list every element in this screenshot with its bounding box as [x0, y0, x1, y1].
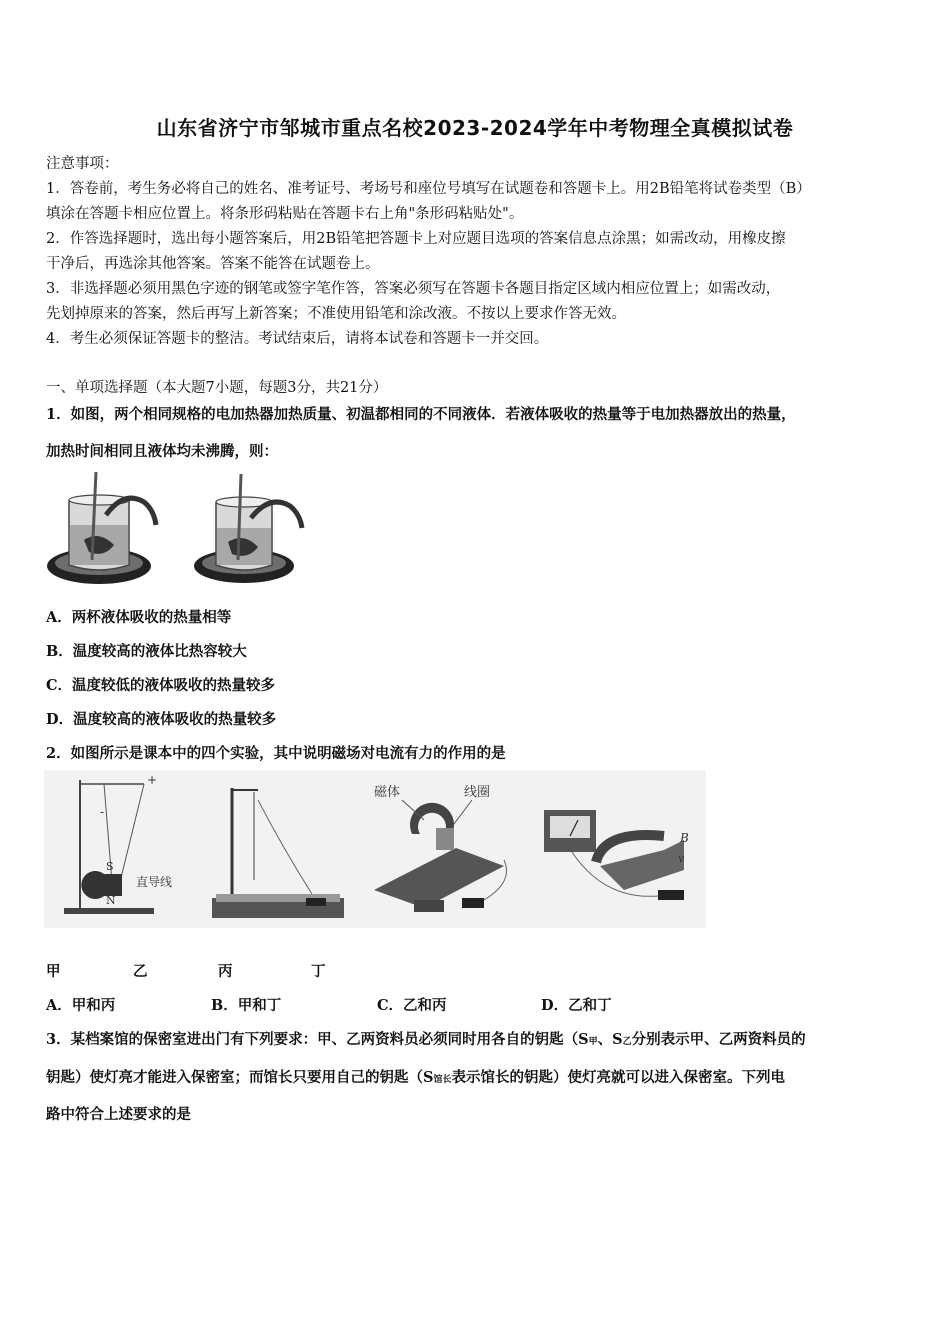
q1-option-b: B．温度较高的液体比热容较大	[46, 643, 247, 660]
notice-line: 干净后，再选涂其他答案。答案不能答在试题卷上。	[46, 256, 380, 272]
wire-label: 直导线	[136, 875, 173, 889]
beakers-figure	[44, 470, 306, 590]
q3-sub-jia: 甲	[588, 1037, 598, 1047]
magnet-label: 磁体	[374, 785, 401, 800]
q3-text: 钥匙）使灯亮才能进入保密室；而馆长只要用自己的钥匙（S	[46, 1069, 434, 1086]
pole-s-label: S	[106, 860, 114, 873]
fig-label-yi: 乙	[133, 963, 148, 980]
velocity-v-label: v	[678, 852, 685, 865]
q3-sub-yi: 乙	[622, 1037, 632, 1047]
section-heading: 一、单项选择题（本大题7小题，每题3分，共21分）	[46, 380, 388, 396]
q2-option-d: D．乙和丁	[541, 997, 612, 1014]
field-b-label: B	[680, 831, 689, 845]
fig-label-jia: 甲	[46, 963, 61, 980]
question-3-stem-cont	[46, 1066, 785, 1087]
q1-option-c: C．温度较低的液体吸收的热量较多	[46, 677, 276, 694]
q2-option-b: B．甲和丁	[211, 997, 282, 1014]
notice-line: 2．作答选择题时，选出每小题答案后，用2B铅笔把答题卡上对应题目选项的答案信息点涂黑；如需改动，用橡皮擦	[46, 231, 786, 247]
notice-heading: 注意事项：	[46, 156, 119, 172]
minus-label: -	[100, 805, 105, 819]
four-experiments-figure	[44, 770, 706, 928]
q3-text: 表示馆长的钥匙）使灯亮就可以进入保密室。下列电	[451, 1069, 785, 1086]
question-3-stem-end: 路中符合上述要求的是	[46, 1106, 191, 1123]
q2-option-a: A．甲和丙	[46, 997, 116, 1014]
notice-line: 1．答卷前，考生务必将自己的姓名、准考证号、考场号和座位号填写在试题卷和答题卡上。用2B铅笔将试卷类型（B）	[46, 181, 811, 197]
pole-n-label: N	[106, 894, 116, 907]
q1-option-d: D．温度较高的液体吸收的热量较多	[46, 711, 277, 728]
exam-title: 山东省济宁市邹城市重点名校2023-2024学年中考物理全真模拟试卷	[156, 116, 794, 140]
fig-label-bing: 丙	[218, 963, 233, 980]
q3-text: 3．某档案馆的保密室进出门有下列要求：甲、乙两资料员必须同时用各自的钥匙（S	[46, 1031, 589, 1048]
notice-line: 4．考生必须保证答题卡的整洁。考试结束后，请将本试卷和答题卡一并交回。	[46, 331, 549, 347]
notice-line: 填涂在答题卡相应位置上。将条形码粘贴在答题卡右上角"条形码粘贴处"。	[46, 206, 524, 222]
q2-option-c: C．乙和丙	[377, 997, 447, 1014]
plus-label: +	[147, 773, 158, 787]
q3-text: 、S	[597, 1031, 623, 1048]
q3-text: 分别表示甲、乙两资料员的	[631, 1031, 806, 1048]
question-3-stem	[46, 1028, 806, 1049]
coil-label: 线圈	[464, 785, 491, 800]
question-1-stem-cont: 加热时间相同且液体均未沸腾，则：	[46, 443, 278, 460]
fig-label-ding: 丁	[311, 963, 326, 980]
q1-option-a: A．两杯液体吸收的热量相等	[46, 609, 232, 626]
notice-line: 3．非选择题必须用黑色字迹的钢笔或签字笔作答，答案必须写在答题卡各题目指定区域内相应位置上；如需改动，	[46, 281, 781, 297]
q3-sub-guan: 馆长	[433, 1075, 452, 1085]
notice-line: 先划掉原来的答案，然后再写上新答案；不准使用铅笔和涂改液。不按以上要求作答无效。	[46, 306, 626, 322]
question-2-stem: 2．如图所示是课本中的四个实验，其中说明磁场对电流有力的作用的是	[46, 745, 506, 762]
question-1-stem: 1．如图，两个相同规格的电加热器加热质量、初温都相同的不同液体．若液体吸收的热量等于电加热器放出的热量，	[46, 406, 796, 423]
